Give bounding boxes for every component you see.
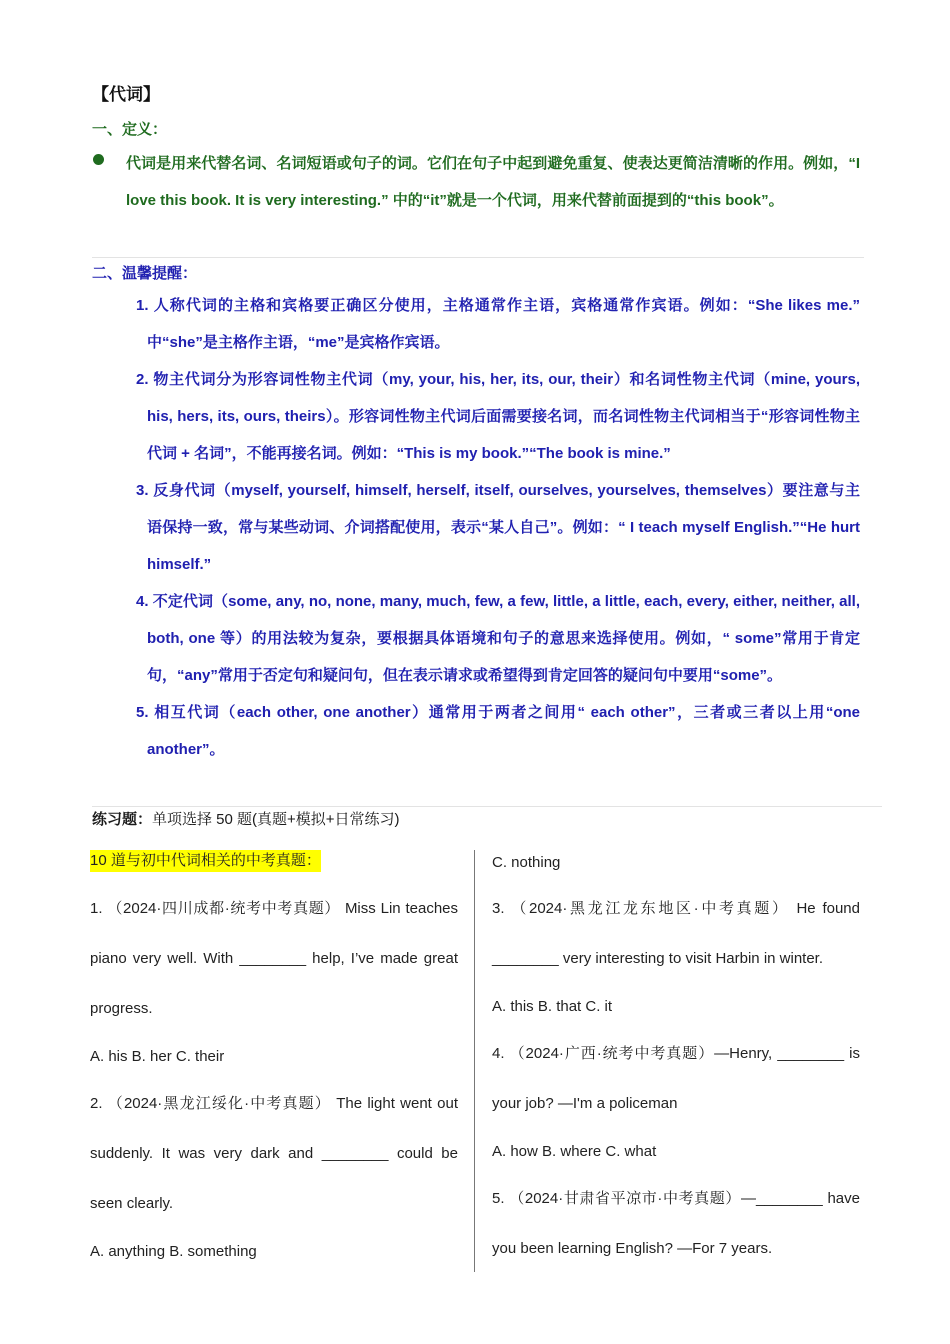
- tips-list: [136, 287, 860, 768]
- tips-heading: 二、温馨提醒：: [92, 265, 198, 282]
- question-2: 2. （2024·黑龙江绥化·中考真题） The light went out suddenly. It was very dark and ________ could be seen clearly.: [90, 1095, 458, 1212]
- divider: [92, 806, 882, 807]
- tip-item: 5. 相互代词（each other, one another）通常用于两者之间用“ each other”，三者或三者以上用“one another”。: [136, 704, 860, 758]
- bullet-icon: [93, 154, 104, 165]
- left-column: [90, 850, 458, 1274]
- question-4-options: A. how B. where C. what: [492, 1143, 657, 1160]
- tip-item: 3. 反身代词（myself, yourself, himself, herself, itself, ourselves, yourselves, themselves）要注意与主语保持一致，常与某些动词、介词搭配使用，表示“某人自己”。例如：“ I teach myself English.”“He hurt himself.”: [136, 482, 860, 573]
- question-2-option-c: C. nothing: [492, 854, 561, 871]
- section-title: 【代词】: [92, 85, 160, 104]
- question-4: 4. （2024·广西·统考中考真题）—Henry, ________ is your job? —I'm a policeman: [492, 1045, 860, 1112]
- question-1: 1. （2024·四川成都·统考中考真题） Miss Lin teaches piano very well. With ________ help, I’ve made great progress.: [90, 900, 458, 1017]
- definition-text: 代词是用来代替名词、名词短语或句子的词。它们在句子中起到避免重复、使表达更简洁清晰的作用。例如，“I love this book. It is very interesting.” 中的“it”就是一个代词，用来代替前面提到的“this book”。: [126, 155, 860, 209]
- tip-item: 1. 人称代词的主格和宾格要正确区分使用，主格通常作主语，宾格通常作宾语。例如：“She likes me.” 中“she”是主格作主语，“me”是宾格作宾语。: [136, 297, 860, 351]
- practice-header: [92, 808, 400, 829]
- practice-desc: 单项选择 50 题(真题+模拟+日常练习): [152, 811, 400, 828]
- question-1-options: A. his B. her C. their: [90, 1048, 225, 1065]
- question-3: 3. （2024·黑龙江龙东地区·中考真题） He found ________ very interesting to visit Harbin in winter.: [492, 900, 860, 967]
- exam-section-title: 10 道与初中代词相关的中考真题：: [90, 850, 321, 872]
- right-column: [492, 850, 860, 1274]
- tip-item: 4. 不定代词（some, any, no, none, many, much, few, a few, little, a little, each, every, either, neither, all, both, one 等）的用法较为复杂，要根据具体语境和句子的意思来选择使用。例如，“ some”常用于肯定句，“any”常用于否定句和疑问句，但在表示请求或希望得到肯定回答的疑问句中要用“some”。: [136, 593, 860, 684]
- question-3-options: A. this B. that C. it: [492, 998, 613, 1015]
- definition-heading: 一、定义：: [92, 121, 168, 138]
- divider: [92, 257, 864, 258]
- question-2-options: A. anything B. something: [90, 1243, 257, 1260]
- tip-item: 2. 物主代词分为形容词性物主代词（my, your, his, her, its, our, their）和名词性物主代词（mine, yours, his, hers, its, ours, theirs）。形容词性物主代词后面需要接名词，而名词性物主代词相当于“形容词性物主代词 + 名词”，不能再接名词。例如：“This is my book.”“The book is mine.”: [136, 371, 860, 462]
- practice-label: 练习题：: [92, 811, 153, 828]
- question-5: 5. （2024·甘肃省平凉市·中考真题）—________ have you been learning English? —For 7 years.: [492, 1190, 860, 1257]
- column-divider: [474, 850, 475, 1272]
